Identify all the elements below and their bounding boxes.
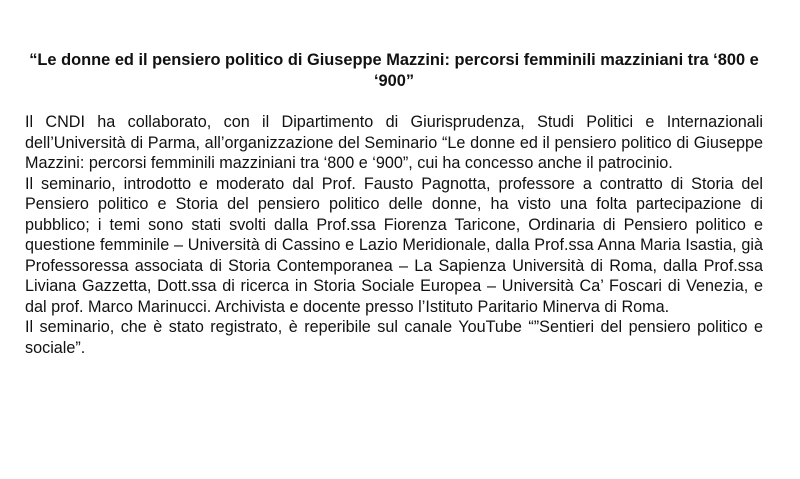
- paragraph: Il seminario, introdotto e moderato dal Prof. Fausto Pagnotta, professore a contratto di Storia del Pensiero politico e Storia del pensiero politico delle donne, ha visto una folta partecipazione di pubblico; i temi sono stati svolti dalla Prof.ssa Fiorenza Taricone, Ordinaria di Pensiero politico e questione femminile – Università di Cassino e Lazio Meridionale, dalla Prof.ssa Anna Maria Isastia, già Professoressa associata di Storia Contemporanea – La Sapienza Università di Roma, dalla Prof.ssa Liviana Gazzetta, Dott.ssa di ricerca in Storia Sociale Europea – Università Ca’ Foscari di Venezia, e dal prof. Marco Marinucci. Archivista e docente presso l’Istituto Paritario Minerva di Roma.: [25, 174, 763, 316]
- paragraph: Il seminario, che è stato registrato, è reperibile sul canale YouTube “”Sentieri del pensiero politico e sociale”.: [25, 318, 763, 357]
- document-body: [25, 112, 763, 358]
- paragraph: Il CNDI ha collaborato, con il Dipartimento di Giurisprudenza, Studi Politici e Internazionali dell’Università di Parma, all’organizzazione del Seminario “Le donne ed il pensiero politico di Giuseppe Mazzini: percorsi femminili mazziniani tra ‘800 e ‘900”, cui ha concesso anche il patrocinio.: [25, 113, 763, 172]
- document: [25, 50, 763, 358]
- document-title: “Le donne ed il pensiero politico di Giuseppe Mazzini: percorsi femminili mazziniani tra ‘800 e ‘900”: [29, 51, 759, 90]
